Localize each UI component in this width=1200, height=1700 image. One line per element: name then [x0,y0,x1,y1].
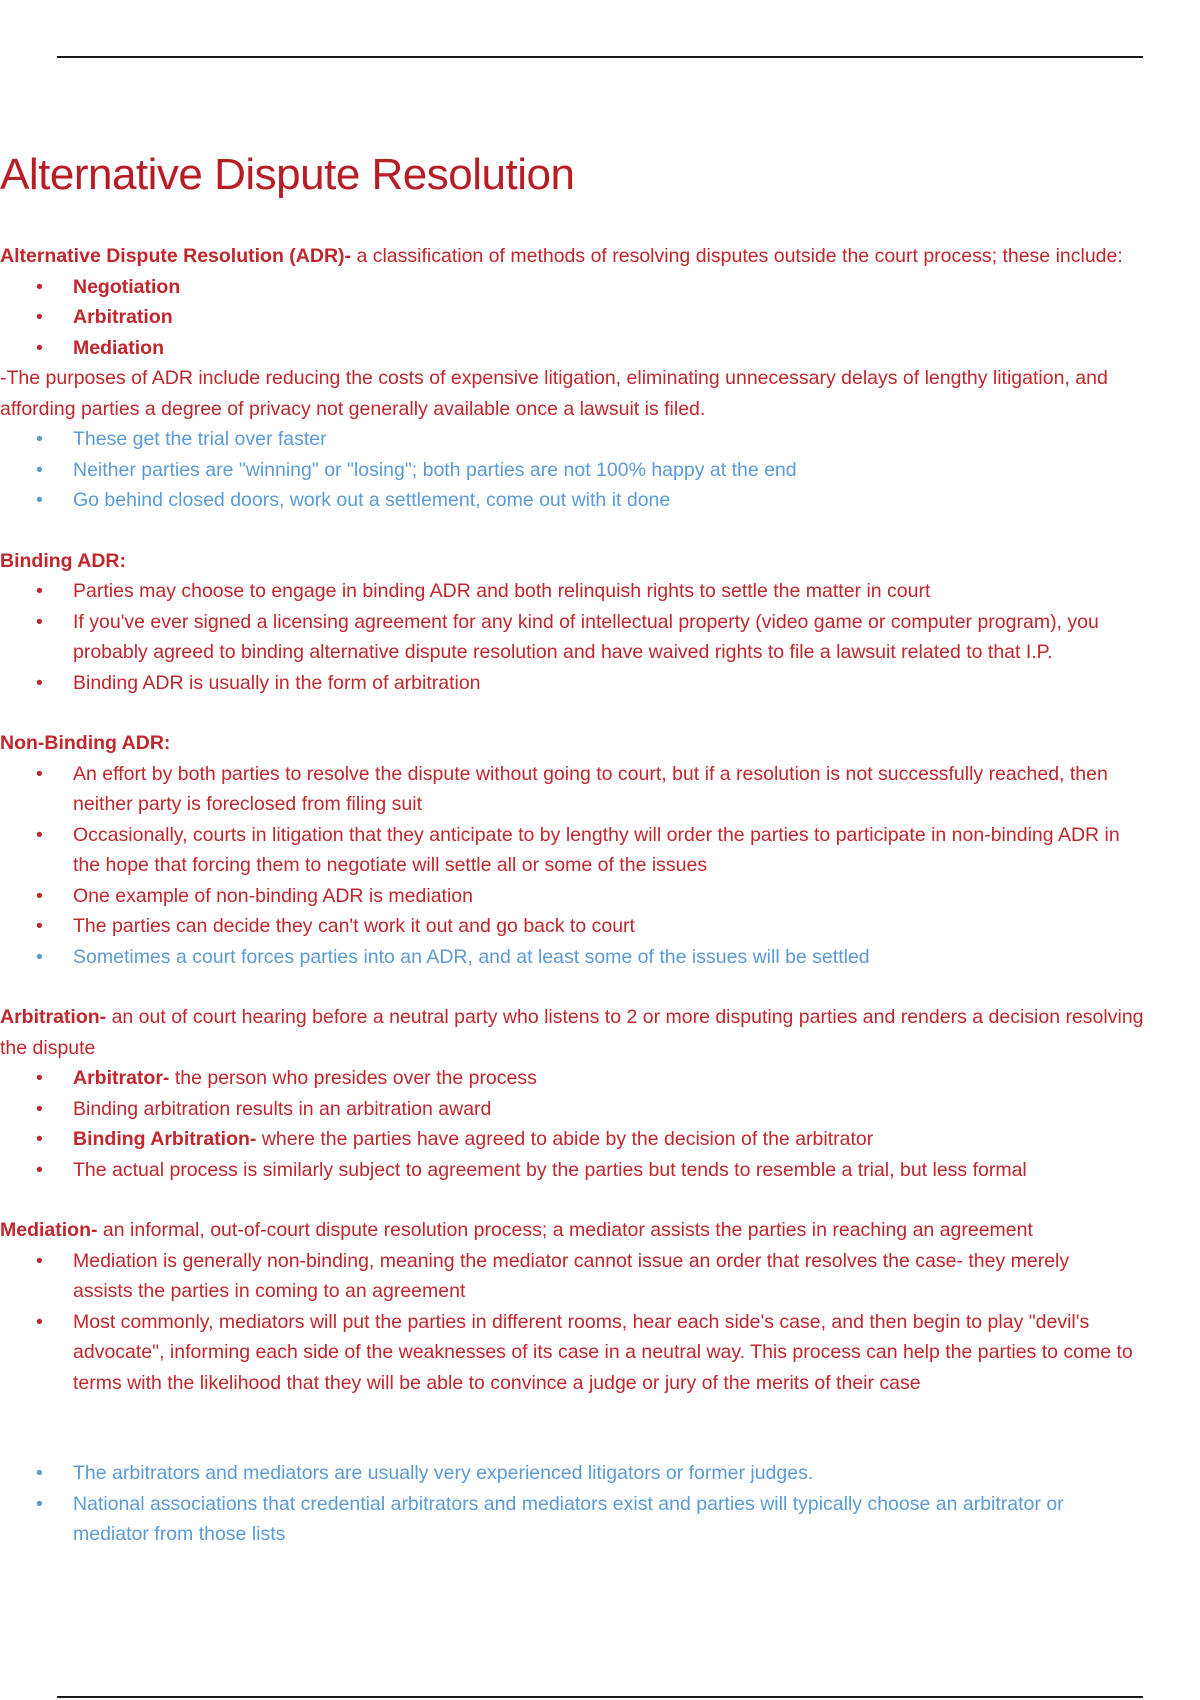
adr-definition-text: a classification of methods of resolving disputes outside the court process; these include: [351,245,1123,267]
arbitration-definition: Arbitration- an out of court hearing before a neutral party who listens to 2 or more disputing parties and renders a decision resolving the dispute [0,1006,1144,1059]
bullet: • [36,610,43,633]
page-title: Alternative Dispute Resolution [0,150,575,199]
bullet: • [36,1310,43,1333]
bullet: • [36,275,43,298]
arbitration-list [0,1063,1200,1185]
adr-notes-list [0,424,1200,516]
list-item: • Parties may choose to engage in binding ADR and both relinquish rights to settle the matter in court [0,576,1200,607]
bullet: • [36,1097,43,1120]
list-item: • National associations that credential arbitrators and mediators exist and parties will typically choose an arbitrator or mediator from those lists [0,1489,1133,1550]
list-item: • One example of non-binding ADR is mediation [0,881,1200,912]
list-item: • Mediation [0,333,1200,364]
adr-term: Alternative Dispute Resolution (ADR)- [0,245,352,267]
footer-rule [57,1696,1143,1698]
bullet: • [36,945,43,968]
list-item: • Binding arbitration results in an arbitration award [0,1094,1200,1125]
bullet: • [36,915,43,937]
list-item: • If you've ever signed a licensing agreement for any kind of intellectual property (video game or computer program), you probably agreed to binding alternative dispute resolution and have waived rights to file a lawsuit related to that I.P. [0,607,1133,668]
adr-methods-list [0,272,1200,364]
bullet: • [36,762,43,785]
bullet: • [36,489,43,511]
mediation-notes-list [0,1458,1200,1550]
list-item: • Arbitration [0,302,1200,333]
bullet: • [36,1492,43,1515]
list-item: • Go behind closed doors, work out a settlement, come out with it done [0,485,1200,516]
adr-definition [0,241,1200,272]
list-item: • The parties can decide they can't work it out and go back to court [0,911,1200,942]
mediation-list [0,1246,1200,1399]
list-item: • An effort by both parties to resolve the dispute without going to court, but if a resolution is not successfully reached, then neither party is foreclosed from filing suit [0,759,1133,820]
bullet: • [36,1067,43,1089]
binding-heading: Binding ADR: [0,549,126,572]
arbitration-term: Arbitration- [0,1006,107,1028]
binding-list [0,576,1200,698]
list-item: • The arbitrators and mediators are usually very experienced litigators or former judges. [0,1458,1200,1489]
list-item: • Sometimes a court forces parties into an ADR, and at least some of the issues will be settled [0,942,1200,973]
list-item: • Mediation is generally non-binding, meaning the mediator cannot issue an order that resolves the case- they merely assists the parties in coming to an agreement [0,1246,1133,1307]
bullet: • [36,1249,43,1272]
nonbinding-list [0,759,1200,973]
list-item: • Occasionally, courts in litigation that they anticipate to by lengthy will order the parties to participate in non-binding ADR in the hope that forcing them to negotiate will settle all or some of the issues [0,820,1133,881]
bullet: • [36,1462,43,1484]
list-item: • Binding ADR is usually in the form of arbitration [0,668,1200,699]
list-item: • The actual process is similarly subject to agreement by the parties but tends to resemble a trial, but less formal [0,1155,1200,1186]
mediation-term: Mediation- [0,1219,98,1241]
list-item: • Binding Arbitration- where the parties have agreed to abide by the decision of the arbitrator [0,1124,1200,1155]
document-page [0,145,1200,1550]
bullet: • [36,336,43,359]
mediation-definition: Mediation- an informal, out-of-court dispute resolution process; a mediator assists the parties in reaching an agreement [0,1219,1033,1241]
header-rule [57,56,1143,58]
bullet: • [36,671,43,694]
bullet: • [36,458,43,481]
nonbinding-heading: Non-Binding ADR: [0,732,171,754]
bullet: • [36,884,43,907]
bullet: • [36,823,43,846]
adr-purpose: -The purposes of ADR include reducing the costs of expensive litigation, eliminating unnecessary delays of lengthy litigation, and affording parties a degree of privacy not generally available once a lawsuit is filed. [0,367,1108,420]
bullet: • [36,428,43,450]
bullet: • [36,580,43,602]
bullet: • [36,1128,43,1150]
bullet: • [36,1158,43,1181]
list-item: • Neither parties are "winning" or "losing"; both parties are not 100% happy at the end [0,455,1200,486]
list-item: • Negotiation [0,272,1200,303]
list-item: • These get the trial over faster [0,424,1200,455]
bullet: • [36,306,43,328]
list-item: • Most commonly, mediators will put the parties in different rooms, hear each side's case, and then begin to play "devil's advocate", informing each side of the weaknesses of its case in a neutral way. This process can help the parties to come to terms with the likelihood that they will be able to convince a judge or jury of the merits of their case [0,1307,1133,1399]
list-item: • Arbitrator- the person who presides over the process [0,1063,1200,1094]
